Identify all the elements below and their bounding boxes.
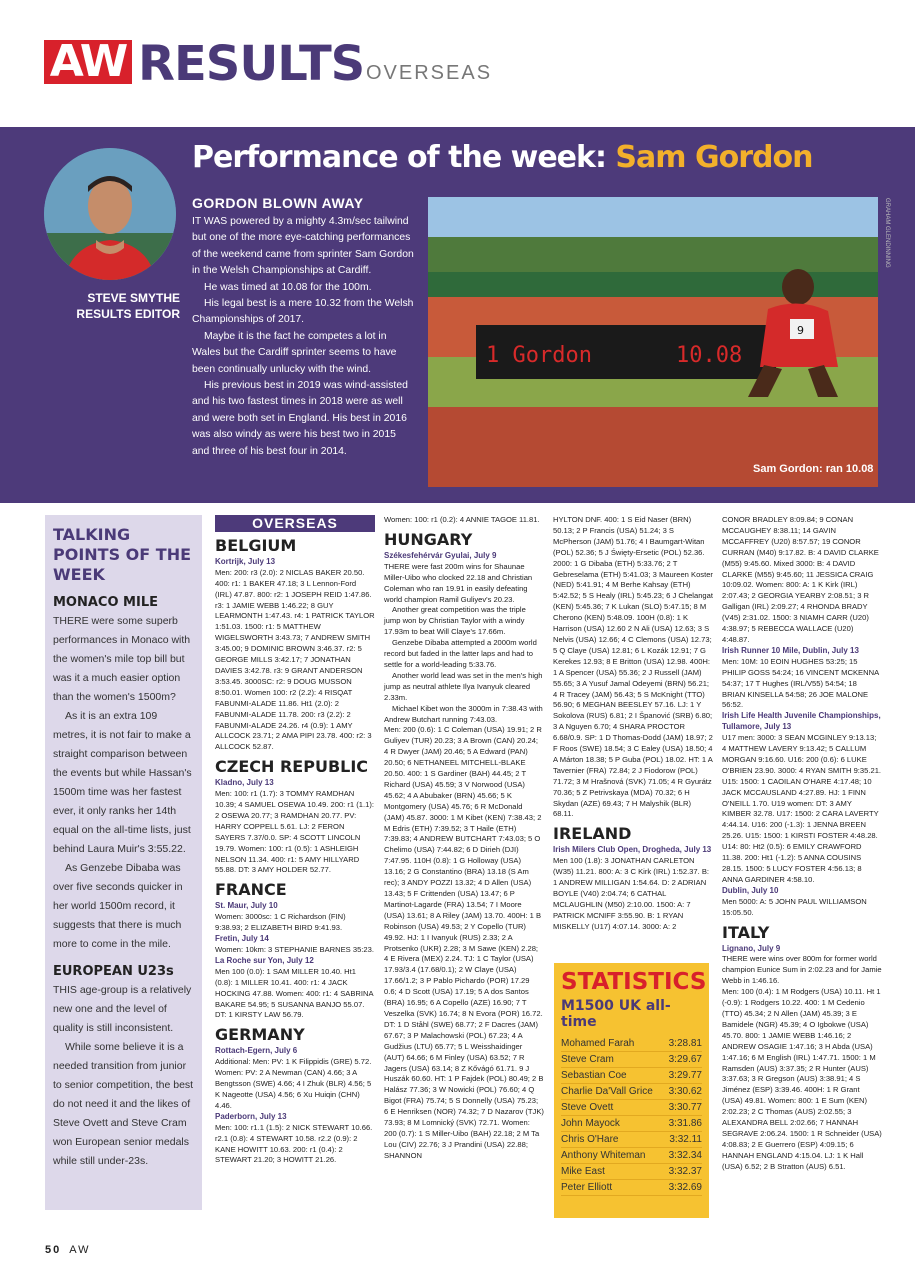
editor-portrait xyxy=(44,148,176,280)
feature-photo xyxy=(428,197,878,487)
feature-headline: GORDON BLOWN AWAY xyxy=(192,195,364,211)
athlete-name: Chris O'Hare xyxy=(561,1134,619,1145)
feature-paragraph: His previous best in 2019 was wind-assisted and his two fastest times in 2018 were as well and were both set in England. His best in 2016 was also windy as were his best two in 2015 and three of his best four in 2014. xyxy=(192,380,408,457)
scoreboard-time: 10.08 xyxy=(676,343,743,368)
athlete-time: 3:32.11 xyxy=(669,1134,702,1145)
results-column-4 xyxy=(722,515,882,1173)
editor-credit xyxy=(40,290,180,322)
statistics-row xyxy=(561,1148,702,1164)
athlete-time: 3:32.34 xyxy=(668,1150,702,1161)
country-heading: CZECH REPUBLIC xyxy=(215,757,369,777)
report-paragraph: THERE were fast 200m wins for Shaunae Miller-Uibo who clocked 22.18 and Christian Coleman who ran 19.91 in easily defeating world champion Ramil Guliyev's 20.23. xyxy=(384,561,533,604)
talking-paragraph: THERE were some superb performances in Monaco with the women's mile top bill but was it a much easier option than the women's 1500m? xyxy=(53,615,191,703)
athlete-name: Sebastian Coe xyxy=(561,1070,627,1081)
results-text: Women: 3000sc: 1 C Richardson (FIN) 9:38.93; 2 ELIZABETH BIRD 9:41.93. xyxy=(215,912,346,933)
statistics-title: STATISTICS xyxy=(561,969,707,995)
feature-paragraph: He was timed at 10.08 for the 100m. xyxy=(204,281,372,293)
masthead xyxy=(0,0,915,110)
statistics-row xyxy=(561,1068,702,1084)
statistics-row xyxy=(561,1100,702,1116)
photo-credit: GRAHAM GLENDINNING xyxy=(884,198,890,268)
results-column-2 xyxy=(384,515,544,1162)
statistics-table xyxy=(561,1036,702,1196)
athlete-time: 3:29.67 xyxy=(668,1054,702,1065)
athlete-time: 3:32.37 xyxy=(668,1166,702,1177)
statistics-row xyxy=(561,1132,702,1148)
results-text: U17 men: 3000: 3 SEAN MCGINLEY 9:13.13; 4 MATTHEW LAVERY 9:13.42; 5 CALLUM MORGAN 9:16.60. U16: 200 (0.6): 6 LUKE O'BRIEN 23.90. 3000: 4 RYAN SMITH 9:35.21. U15: 1500: 1 CAOILAN O'HARE 4:17.48; 10 JACK MCCAUSLAND 4:27.89. HJ: 1 FINN O'NEILL 1.70. U19 women: DT: 3 AMY KIMBER 32.78. U17: 1500: 2 CARA LAVERTY 4:44.14. U16: 200 (-1.3): 1 JENNA BREEN 25.26. U15: 1500: 1 KIRSTI FOSTER 4:48.28. U14: 80: Ht2 (0.5): 6 EMILY CRAWFORD 11.38. 200: Ht1 (-1.2): 5 ANNA COUSINS 28.15. 1500: 5 LUCY FOSTER 4:56.13; 8 ANNA GARDINER 4:58.10. xyxy=(722,733,882,884)
results-text: Men: 200: r3 (2.0): 2 NICLAS BAKER 20.50. 400: r1: 1 BAKER 47.18; 3 L Lennon-Ford (IRL) 47.87. 800: r2: 1 JOSEPH REID 1:47.86. r3: 1 JAMIE WEBB 1:46.22; 8 GUY LEARMONTH 1:47.43. r4: 1 PATRICK TAYLOR 1:51.03. 1500: r1: 5 MATTHEW WIGELSWORTH 3:43.73; 7 ANDREW SMITH 3:45.00; 9 DOMINIC BROWN 3:46.37. r2: 5 GEORGE MILLS 3:42.17; 7 JONATHAN DAVIES 3:42.78. r3: 9 GRANT ANDERSON 3:53.45. 3000SC: r2: 9 DOUG MUSSON 8:50.01. Women 100: r2 (2.2): 4 RISQAT FABUNMI-ALADE 11.86. Ht1 (2.0): 2 FABUNMI-ALADE 11.78. 200: r3 (2.2): 2 FABUNMI-ALADE 24.26. r4 (0.9): 1 AMY ALLCOCK 23.71; 2 AMA PIPI 23.78. 400: r2: 3 ALLCOCK 52.87. xyxy=(215,567,375,752)
feature-title xyxy=(192,140,812,175)
results-column-3 xyxy=(553,515,713,933)
talking-points-title: TALKING POINTS OF THE WEEK xyxy=(53,525,192,584)
athlete-time: 3:28.81 xyxy=(668,1038,702,1049)
monaco-heading: MONACO MILE xyxy=(53,595,158,610)
overseas-label: OVERSEAS xyxy=(215,515,375,532)
athlete-name: Mohamed Farah xyxy=(561,1038,635,1049)
section-label: OVERSEAS xyxy=(366,62,493,84)
athlete-time: 3:30.77 xyxy=(668,1102,702,1113)
feature-title-prefix: Performance of the week: xyxy=(192,140,616,175)
report-paragraph: THERE were wins over 800m for former world champion Eunice Sum in 2:02.23 and for Jamie Webb in 1:46.16. xyxy=(722,954,882,986)
feature-title-name: Sam Gordon xyxy=(615,140,813,175)
report-paragraph: Another world lead was set in the men's high jump as neutral athlete Ilya Ivanyuk cleared 2.33m. xyxy=(384,670,543,702)
meet-heading: Székesfehérvár Gyulai, July 9 xyxy=(384,550,497,560)
statistics-row xyxy=(561,1116,702,1132)
footer-brand: AW xyxy=(69,1244,91,1256)
country-heading: BELGIUM xyxy=(215,535,297,555)
talking-paragraph: While some believe it is a needed transition from junior to senior competition, the best do not need it and the likes of Steve Ovett and Steve Cram won European senior medals while still under-23s. xyxy=(53,1041,194,1167)
athlete-time: 3:32.69 xyxy=(668,1182,702,1193)
report-paragraph: Another great competition was the triple jump won by Christian Taylor with a windy 17.93m to beat Will Claye's 17.66m. xyxy=(384,605,526,637)
athlete-time: 3:30.62 xyxy=(668,1086,702,1097)
meet-heading: Kortrijk, July 13 xyxy=(215,556,276,566)
photo-caption: Sam Gordon: ran 10.08 xyxy=(753,463,874,475)
statistics-row xyxy=(561,1180,702,1196)
meet-heading: La Roche sur Yon, July 12 xyxy=(215,955,314,965)
results-text: CONOR BRADLEY 8:09.84; 9 CONAN MCCAUGHEY 8:38.11; 14 GAVIN MCCAFFREY (U20) 8:57.57; 19 CONOR CURRAN (M40) 9:17.82. B: 4 DAVID CLARKE (M55) 9:45.60. Mixed 3000: B: 4 DAVID CLARKE (M55) 9:45.60; 11 JESSICA CRAIG 10:09.02. Women: 800: A: 1 K Kirk (IRL) 2:07.43; 2 GEORGIA YEARBY 2:08.51; 3 R Galligan (IRL) 2:09.27; 4 RHONDA BRADY (V45) 2:31.02. 1500: 3 NIAMH CARR (U20) 4:38.97; 5 REBECCA WALLACE (U20) 4:48.87. xyxy=(722,515,879,644)
statistics-row xyxy=(561,1084,702,1100)
talking-paragraph: As Genzebe Dibaba was over five seconds quicker in her world 1500m record, it suggests that there is much more to come in the mile. xyxy=(53,862,183,950)
results-text: Men 100 (1.8): 3 JONATHAN CARLETON (W35) 11.21. 800: A: 3 C Kirk (IRL) 1:52.37. B: 1 ANDREW MILLIGAN 1:54.64. D: 2 ADRIAN BOYLE (V40) 2:04.74; 6 CATHAL MCLAUGHLIN (M50) 2:10.00. 1500: A: 7 PATRICK MCNIFF 3:55.90. B: 1 RYAN MISKELLY (U17) 4:07.14. 3000: A: 2 xyxy=(553,856,710,931)
feature-paragraph: IT WAS powered by a mighty 4.3m/sec tailwind but one of the more eye-catching performances of the weekend came from sprinter Sam Gordon in the Welsh Championships at Cardiff. xyxy=(192,216,414,277)
results-title: RESULTS xyxy=(138,36,365,92)
page-number: 50 xyxy=(45,1244,62,1256)
results-text: Men 5000: A: 5 JOHN PAUL WILLIAMSON 15:05.50. xyxy=(722,896,867,917)
scoreboard-name: 1 Gordon xyxy=(486,343,592,368)
talking-points-box xyxy=(45,515,202,1210)
athlete-name: Steve Cram xyxy=(561,1054,614,1065)
results-text: Men: 10M: 10 EOIN HUGHES 53:25; 15 PHILIP GOSS 54:24; 16 VINCENT MCKENNA 54:37; 17 T Hughes (IRL/V55) 54:54; 18 BRIAN KINSELLA 54:58; 26 JOE MALONE 56:52. xyxy=(722,656,879,710)
country-heading: FRANCE xyxy=(215,880,287,900)
meet-heading: Paderborn, July 13 xyxy=(215,1111,287,1121)
athlete-name: Anthony Whiteman xyxy=(561,1150,646,1161)
athlete-name: Steve Ovett xyxy=(561,1102,614,1113)
athlete-bib: 9 xyxy=(797,324,804,337)
meet-heading: Fretin, July 14 xyxy=(215,934,269,944)
talking-paragraph: THIS age-group is a relatively new one and the level of quality is still inconsistent. xyxy=(53,984,192,1034)
editor-role: RESULTS EDITOR xyxy=(76,307,180,321)
meet-heading: Dublin, July 10 xyxy=(722,885,779,895)
feature-body xyxy=(192,214,414,460)
results-text: Women: 10km: 3 STEPHANIE BARNES 35:23. xyxy=(215,945,374,954)
talking-paragraph: As it is an extra 109 metres, it is not fair to make a straight comparison between the events but while Hassan's 1500m time was her fastest ever, it only ranks her 14th equal on the all-time lists, just behind Laura Muir's 3:55.22. xyxy=(53,710,192,855)
statistics-row xyxy=(561,1036,702,1052)
feature-paragraph: His legal best is a mere 10.32 from the Welsh Championships of 2017. xyxy=(192,298,414,326)
page-footer xyxy=(45,1244,91,1256)
meet-heading: Kladno, July 13 xyxy=(215,778,274,788)
athlete-time: 3:29.77 xyxy=(668,1070,702,1081)
meet-heading: St. Maur, July 10 xyxy=(215,901,278,911)
statistics-row xyxy=(561,1052,702,1068)
results-text: Men 100 (0.0): 1 SAM MILLER 10.40. Ht1 (0.8): 1 MILLER 10.41. 400: r1: 4 JACK HOCKING 47.88. Women: 400: r1: 4 SABRINA BAKARE 54.95; 5 SUSANNA BANJO 55.07. DT: 1 KIRSTY LAW 56.79. xyxy=(215,966,374,1020)
meet-heading: Irish Runner 10 Mile, Dublin, July 13 xyxy=(722,645,859,655)
results-text: Men: 100: r1.1 (1.5): 2 NICK STEWART 10.66. r2.1 (0.8): 4 STEWART 10.58. r2.2 (0.9): 2 KANE HOWITT 10.63. 200: r1 (0.4): 2 STEWART 21.20; 3 HOWITT 21.26. xyxy=(215,1122,373,1165)
meet-heading: Lignano, July 9 xyxy=(722,943,781,953)
athlete-name: Mike East xyxy=(561,1166,605,1177)
results-text: Women: 100: r1 (0.2): 4 ANNIE TAGOE 11.81. xyxy=(384,515,540,524)
results-text: Men: 200 (0.6): 1 C Coleman (USA) 19.91; 2 R Guliyev (TUR) 20.23; 3 A Brown (CAN) 20.24; 4 R Dwyer (JAM) 20.46; 5 A Edward (PAN) 20.50; 6 NETHANEEL MITCHELL-BLAKE 20.50. 400: 1 S Gardiner (BAH) 44.45; 2 T Richard (USA) 45.59; 3 V Norwood (USA) 45.62; 4 A Abubaker (BRN) 45.66; 5 K Montgomery (USA) 45.76; 6 R McDonald (JAM) 45.87. 3000: 1 M Kibet (KEN) 7:38.43; 2 M Edris (ETH) 7:39.52; 3 T Haile (ETH) 7:39.83; 4 ANDREW BUTCHART 7:43.03; 5 O Chelimo (USA) 7:44.82; 6 D Dirieh (DJI) 7:47.95. 110H (0.8): 1 G Holloway (USA) 13.16; 2 G Constantino (BRA) 13.18 (S Am rec); 3 ANDY POZZI 13.32; 4 D Allen (USA) 13.43; 5 F Crittenden (USA) 13.47; 6 P Martinot-Lagarde (FRA) 13.54; 7 I Moore (USA) 13.61; 8 A Riley (JAM) 13.70. 400H: 1 B Robinson (USA) 49.53; 2 Y Copello (TUR) 49.92. HJ: 1 I Ivanyuk (RUS) 2.33; 2 A Protsenko (UKR) 2.28; 3 M Sawe (KEN) 2.28; 4 E Rivera (MEX) 2.24. TJ: 1 C Taylor (USA) 17.93/3.4 (17.68/0.1); 2 W Claye (USA) 17.66/1.2; 3 P Pablo Pichardo (POR) 17.29 0.6; 4 D Scott (USA) 17.19; 5 A dos Santos (BRA) 16.95; 6 A Copello (AZE) 16.90; 7 T Veszelka (SVK) 16.74; 8 N Evora (POR) 16.72. DT: 1 D Ståhl (SWE) 68.77; 2 F Dacres (JAM) 67.67; 3 P Malachowski (POL) 67.23; 4 A Gudžius (LTU) 65.77; 5 L Weisshaidinger (AUT) 64.66; 6 M Finley (USA) 63.52; 7 R Jagers (USA) 63.14; 8 Z Kővágó 61.71. 9 J Huszák 60.60. HT: 1 P Fajdek (POL) 80.49; 2 B Halász 77.36; 3 W Nowicki (POL) 76.60; 4 Q Bigot (FRA) 75.74; 5 S Donnelly (USA) 75.23; 6 E Henriksen (NOR) 74.32; 7 D Nazarov (TJK) 73.93; 8 M Lomnický (SVK) 72.71. Women: 200 (0.7): 1 S Miller-Uibo (BAH) 22.18; 2 M Ta Lou (CIV) 22.76; 3 J Prandini (USA) 22.88; SHANNON xyxy=(384,725,544,1160)
results-text: HYLTON DNF. 400: 1 S Eid Naser (BRN) 50.13; 2 P Francis (USA) 51.24; 3 S McPherson (JAM) 51.76; 4 I Baumgart-Witan (POL) 52.36; 5 J Święty-Ersetic (POL) 52.36. 2000: 1 G Dibaba (ETH) 5:33.76; 2 T Gebreselama (ETH) 5:41.03; 3 Maureen Koster (NED) 5:41.91; 4 M Berhe Kahsay (ETH) 5:42.52; 5 S Healy (IRL) 5:45.23; 6 J Chelangat (KEN) 5:45.36; 7 K Lukan (SLO) 5:47.15; 8 M Cherono (KEN) 5:48.09. 100H (0.8): 1 K Harrison (USA) 12.60 2 N Ali (USA) 12.63; 3 S Nelvis (USA) 12.66; 4 C Clemons (USA) 12.73; 5 Q Claye (USA) 12.81; 6 L Kozák 12.91; 7 G Kerekes 12.93; 8 E Britton (USA) 12.98. 400H: 1 A Spencer (USA) 55.36; 2 J Russell (JAM) 55.65; 3 A Yusuf Jamal Odeyemi (BRN) 56.21; 4 R Tracey (JAM) 56.43; 5 S McKnight (TTO) 56.90; 6 MEGHAN BEESLEY 57.16. LJ: 1 Y Sokolova (RUS) 6.81; 2 I Španović (SRB) 6.80; 3 A Nguyen 6.70; 4 SHARA PROCTOR 6.68/0.9. SP: 1 D Thomas-Dodd (JAM) 18.97; 2 F Roos (SWE) 18.54; 3 C Ealey (USA) 18.50; 4 A Márton 18.38; 5 P Guba (POL) 18.02. HT: 1 A Tavernier (FRA) 72.84; 2 J Fiodorow (POL) 71.72; 3 M Hrašnová (SVK) 71.05; 4 R Gyurátz 70.36; 5 Z Petrivskaya (MDA) 70.32; 6 H Skydan (AZE) 69.43; 7 H Malyshik (BLR) 68.11. xyxy=(553,515,713,819)
results-column-1 xyxy=(215,515,375,1166)
country-heading: GERMANY xyxy=(215,1025,305,1045)
statistics-box xyxy=(554,963,709,1218)
meet-heading: Irish Milers Club Open, Drogheda, July 13 xyxy=(553,845,712,855)
meet-heading: Irish Life Health Juvenile Championships, Tullamore, July 13 xyxy=(722,711,881,732)
report-paragraph: Michael Kibet won the 3000m in 7:38.43 with Andrew Butchart running 7:43.03. xyxy=(384,703,543,724)
country-heading: IRELAND xyxy=(553,824,632,844)
editor-name: STEVE SMYTHE xyxy=(87,291,180,305)
u23-heading: EUROPEAN U23s xyxy=(53,964,174,979)
athlete-name: Charlie Da'Vall Grice xyxy=(561,1086,653,1097)
feature-paragraph: Maybe it is the fact he competes a lot in Wales but the Cardiff sprinter seems to have been continually unlucky with the wind. xyxy=(192,330,397,375)
results-text: Additional: Men: PV: 1 K Filippidis (GRE) 5.72. Women: PV: 2 A Newman (CAN) 4.66; 3 A Bengtsson (SWE) 4.66; 4 I Zhuk (BLR) 4.56; 5 K Nageotte (USA) 4.56; 6 Xu Huiqin (CHN) 4.46. xyxy=(215,1057,372,1110)
country-heading: HUNGARY xyxy=(384,529,473,549)
statistics-row xyxy=(561,1164,702,1180)
meet-heading: Rottach-Egern, July 6 xyxy=(215,1046,298,1056)
results-text: Men: 100: r1 (1.7): 3 TOMMY RAMDHAN 10.39; 4 SAMUEL OSEWA 10.49. 200: r1 (1.1): 2 OSEWA 20.77; 3 RAMDHAN 20.77. PV: HARRY COPPELL 5.61. LJ: 2 FERON SAYERS 7.37/0.0. SP: 4 SCOTT LINCOLN 19.79. Women: 100: r1 (0.5): 1 ASHLEIGH NELSON 11.34. 400: r1: 5 AMY HILLYARD 55.88. DT: 3 AMY HOLDER 52.77. xyxy=(215,789,374,875)
statistics-subtitle: M1500 UK all-time xyxy=(561,998,671,1030)
athlete-name: John Mayock xyxy=(561,1118,620,1129)
results-text: Men: 100 (0.4): 1 M Rodgers (USA) 10.11. Ht 1 (-0.9): 1 Rodgers 10.22. 400: 1 M Cedenio (TTO) 45.34; 2 N Allen (JAM) 45.39; 3 E Bamidele (NGR) 45.39; 4 O Igbokwe (USA) 45.70. 800: 1 JAMIE WEBB 1:46.16; 2 ANDREW OSAGIE 1:47.16; 3 H Abda (USA) 1:47.16; 6 M English (IRL) 1:47.71. 1500: 1 M Ramsden (AUS) 3:37.35; 2 R Hunter (AUS) 3:37.63; 3 R Gregson (AUS) 3:38.91; 4 S Jiménez (ESP) 3:39.46. 400H: 1 R Grant (USA) 49.81. Women: 800: 1 E Sum (KEN) 2:02.23; 2 C Thomas (AUS) 2:02.55; 3 ALEXANDRA BELL 2:02.66; 7 HANNAH SEGRAVE 2:06.24. 1500: 1 R Schneider (USA) 4:08.83; 2 E Guerrero (ESP) 4:09.15; 6 HANNAH ENGLAND 4:15.04. LJ: 1 K Hall (USA) 6.52; 2 B Stratton (AUS) 6.51. xyxy=(722,987,882,1171)
report-paragraph: Genzebe Dibaba attempted a 2000m world record but faded in the latter laps and had to settle for a world-leading 5:33.76. xyxy=(384,638,537,669)
country-heading: ITALY xyxy=(722,922,770,942)
athlete-time: 3:31.86 xyxy=(668,1118,702,1129)
athlete-name: Peter Elliott xyxy=(561,1182,613,1193)
aw-logo: AW xyxy=(44,40,132,84)
